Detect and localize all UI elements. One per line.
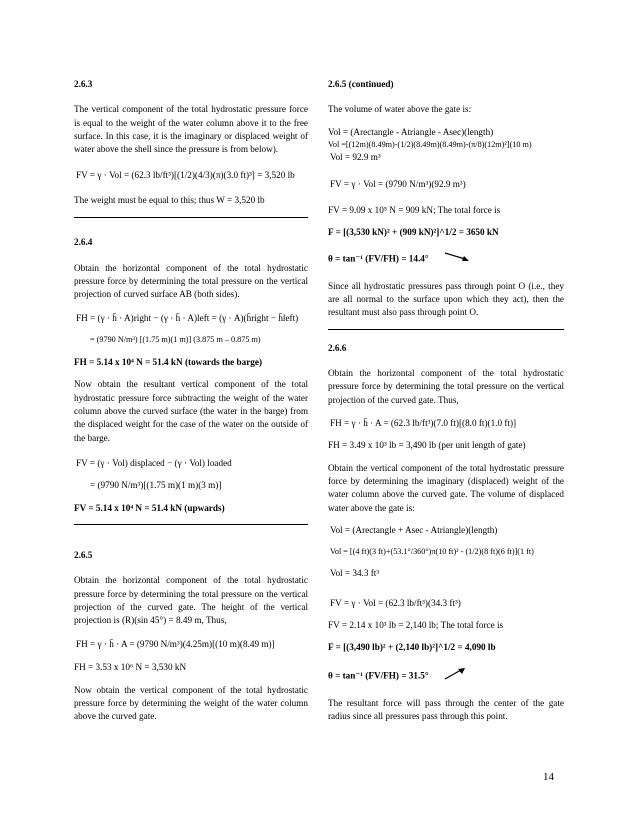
paragraph: Since all hydrostatic pressures pass through point O (i.e., they are all normal to the surface upon which they act), then the resultant must also pass through point O. (328, 280, 564, 318)
paragraph: Now obtain the resultant vertical component of the total hydrostatic pressure force subtracting the weight of the water column above the curved surface (the water in the barge) from the displaced weight for the case of the water on the outside of the barge. (74, 379, 308, 443)
paragraph: The volume of water above the gate is: (328, 104, 472, 115)
force-arrow-icon (443, 251, 471, 267)
paragraph: The vertical component of the total hydrostatic pressure force is equal to the weight of the water column above it to the free surface. In this case, it is the imaginary or displaced weight of water above the shell since the pressure is from below). (74, 104, 308, 155)
paragraph: Obtain the vertical component of the total hydrostatic pressure force by determining the imaginary (displaced) weight of the water column above the curved gate. The volume of displaced water above the gate is: (328, 462, 564, 513)
result: F = [(3,530 kN)² + (909 kN)²]^1/2 = 3650 kN (328, 226, 499, 237)
paragraph: Now obtain the vertical component of the total hydrostatic pressure force by determining the weight of the water column above the curved gate. (74, 684, 308, 722)
result (328, 667, 564, 685)
paragraph: Obtain the horizontal component of the total hydrostatic pressure force by determining the total pressure on the vertical projection of the curved gate. Thus, (328, 368, 564, 405)
equation: FH = γ · h̄ · A = (9790 N/m³)(4.25m)[(10 m)(8.49 m)] (76, 638, 275, 649)
paragraph: Obtain the horizontal component of the total hydrostatic pressure force by determining the total pressure on the vertical projection of the curved gate. The height of the vertical projection is (R)(sin 45°) = 8.49 m, Thus, (74, 575, 308, 626)
paragraph: The resultant force will pass through the center of the gate radius since all pressures pass through this point. (328, 698, 564, 722)
page-number: 14 (543, 771, 554, 783)
result: FV = 2.14 x 10³ lb = 2,140 lb; The total force is (328, 620, 504, 631)
section-divider (74, 217, 308, 218)
equation: = (9790 N/m³)[(1.75 m)(1 m)(3 m)] (90, 480, 222, 491)
equation: FV = γ · Vol = (62.3 lb/ft³)(34.3 ft³) (330, 597, 461, 608)
section-divider (328, 329, 564, 330)
equation: FV = (γ · Vol) displaced − (γ · Vol) loaded (76, 458, 232, 469)
result: FH = 3.49 x 10³ lb = 3,490 lb (per unit length of gate) (328, 440, 526, 451)
result (328, 251, 564, 267)
result: FV = 5.14 x 10⁴ N = 51.4 kN (upwards) (74, 502, 225, 513)
equation: Vol = 34.3 ft³ (330, 568, 380, 579)
angle-result: θ = tan⁻¹ (FV/FH) = 14.4° (328, 253, 429, 264)
paragraph: Obtain the horizontal component of the total hydrostatic pressure force by determining the total pressure on the vertical projection of curved surface AB (both sides). (74, 262, 308, 300)
equation: Vol = (Arectangle + Asec - Atriangle)(length) (330, 525, 498, 536)
equation: Vol =[(12m)(8.49m)-(1/2)(8.49m)(8.49m)-(π/8)(12m)²](10 m) (328, 140, 532, 150)
left-column (74, 78, 308, 733)
section-divider (74, 524, 308, 525)
section-title-2-6-4: 2.6.4 (74, 237, 93, 248)
equation: Vol = (Arectangle - Atriangle - Asec)(length) (328, 126, 494, 137)
result: F = [(3,490 lb)² + (2,140 lb)²]^1/2 = 4,090 lb (328, 642, 496, 653)
equation: Vol = [(4 ft)(3 ft)+(53.1°/360°)π(10 ft)² - (1/2)(8 ft)(6 ft)](1 ft) (330, 547, 534, 557)
equation: FV = γ · Vol = (62.3 lb/ft³)[(1/2)(4/3)(π)(3.0 ft)³] = 3,520 lb (76, 169, 295, 180)
section-title-2-6-5-continued: 2.6.5 (continued) (328, 79, 394, 89)
angle-result: θ = tan⁻¹ (FV/FH) = 31.5° (328, 670, 429, 680)
result: FH = 5.14 x 10⁴ N = 51.4 kN (towards the barge) (74, 357, 263, 368)
equation: FV = γ · Vol = (9790 N/m³)(92.9 m³) (330, 179, 466, 190)
section-title-2-6-3: 2.6.3 (74, 79, 93, 89)
equation: = (9790 N/m³) [(1.75 m)(1 m)] (3.875 m – 0.875 m) (90, 335, 261, 345)
equation: FH = (γ · h̄ · A)right − (γ · h̄ · A)left = (γ · A)(h̄right − h̄left) (76, 312, 299, 323)
paragraph: The weight must be equal to this; thus W = 3,520 lb (74, 195, 265, 206)
result: FH = 3.53 x 10⁶ N = 3,530 kN (74, 662, 187, 673)
equation: FH = γ · h̄ · A = (62.3 lb/ft³)(7.0 ft)[(8.0 ft)(1.0 ft)] (330, 418, 517, 429)
equation: Vol = 92.9 m³ (330, 151, 381, 162)
section-title-2-6-6: 2.6.6 (328, 342, 347, 353)
force-arrow-icon (443, 667, 467, 685)
result: FV = 9.09 x 10⁵ N = 909 kN; The total force is (328, 204, 501, 215)
section-title-2-6-5: 2.6.5 (74, 550, 93, 561)
right-column (328, 78, 564, 733)
